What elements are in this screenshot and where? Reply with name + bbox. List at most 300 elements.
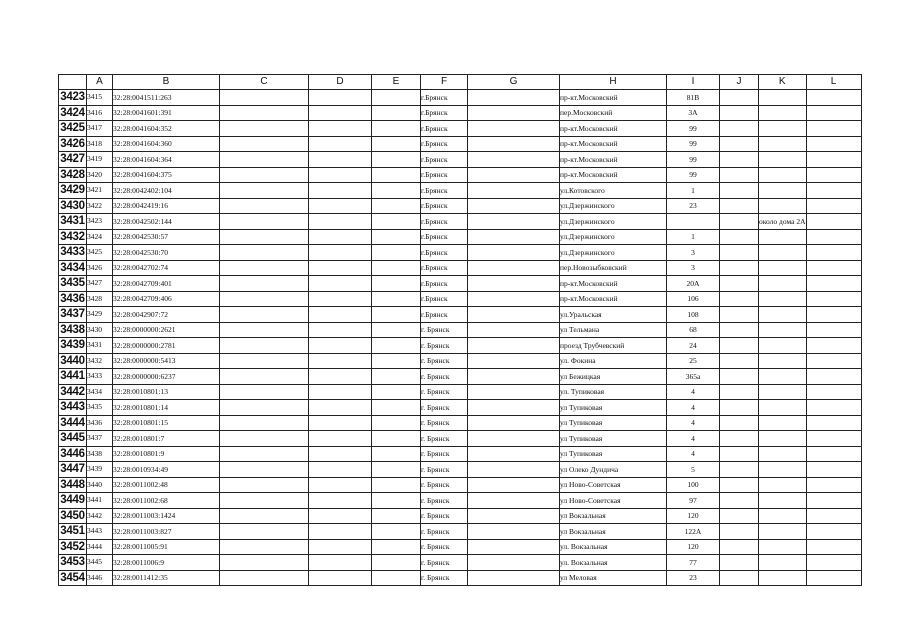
cell-a[interactable]: 3418 [87, 136, 113, 152]
cell-c[interactable] [220, 152, 309, 168]
row-header[interactable]: 3443 [60, 401, 85, 414]
cell-f[interactable]: г.Брянск [421, 183, 468, 199]
cell-g[interactable] [468, 183, 560, 199]
cell-i[interactable]: 23 [667, 570, 720, 586]
cell-h[interactable]: ул Тупиковая [560, 446, 667, 462]
cell-i[interactable]: 20А [667, 276, 720, 292]
cell-l[interactable] [806, 167, 861, 183]
cell-a[interactable]: 3428 [87, 291, 113, 307]
cell-c[interactable] [220, 539, 309, 555]
cell-i[interactable]: 77 [667, 555, 720, 571]
cell-e[interactable] [372, 291, 421, 307]
cell-e[interactable] [372, 400, 421, 416]
row-header[interactable]: 3438 [60, 323, 85, 336]
cell-h[interactable]: ул. Вокзальная [560, 555, 667, 571]
cell-g[interactable] [468, 431, 560, 447]
cell-d[interactable] [309, 524, 372, 540]
cell-e[interactable] [372, 570, 421, 586]
row-header[interactable]: 3448 [60, 478, 85, 491]
row-header[interactable]: 3427 [60, 153, 85, 166]
cell-c[interactable] [220, 338, 309, 354]
cell-b[interactable]: 32:28:0000000:2621 [113, 322, 220, 338]
cell-j[interactable] [720, 400, 759, 416]
row-header[interactable]: 3449 [60, 494, 85, 507]
cell-b[interactable]: 32:28:0041601:391 [113, 105, 220, 121]
cell-l[interactable] [806, 198, 861, 214]
cell-h[interactable]: пер.Московский [560, 105, 667, 121]
cell-e[interactable] [372, 353, 421, 369]
cell-l[interactable] [806, 508, 861, 524]
cell-c[interactable] [220, 322, 309, 338]
cell-b[interactable]: 32:28:0011002:48 [113, 477, 220, 493]
cell-i[interactable]: 106 [667, 291, 720, 307]
cell-j[interactable] [720, 260, 759, 276]
column-header-a[interactable]: A [87, 75, 113, 90]
cell-e[interactable] [372, 369, 421, 385]
cell-d[interactable] [309, 338, 372, 354]
cell-j[interactable] [720, 183, 759, 199]
cell-g[interactable] [468, 90, 560, 106]
cell-g[interactable] [468, 524, 560, 540]
column-header-g[interactable]: G [468, 75, 560, 90]
cell-h[interactable]: ул.Дзержинского [560, 214, 667, 230]
cell-j[interactable] [720, 462, 759, 478]
cell-l[interactable] [806, 121, 861, 137]
cell-k[interactable] [759, 229, 807, 245]
cell-e[interactable] [372, 477, 421, 493]
row-header[interactable]: 3434 [60, 261, 85, 274]
cell-c[interactable] [220, 493, 309, 509]
cell-j[interactable] [720, 307, 759, 323]
cell-f[interactable]: г. Брянск [421, 384, 468, 400]
cell-h[interactable]: пр-кт.Московский [560, 276, 667, 292]
cell-d[interactable] [309, 307, 372, 323]
cell-b[interactable]: 32:28:0010801:14 [113, 400, 220, 416]
row-header[interactable]: 3425 [60, 122, 85, 135]
cell-j[interactable] [720, 276, 759, 292]
cell-f[interactable]: г.Брянск [421, 136, 468, 152]
cell-j[interactable] [720, 524, 759, 540]
column-header-j[interactable]: J [720, 75, 759, 90]
cell-l[interactable] [806, 462, 861, 478]
column-header-d[interactable]: D [309, 75, 372, 90]
row-header[interactable]: 3439 [60, 339, 85, 352]
cell-b[interactable]: 32:28:0000000:2781 [113, 338, 220, 354]
cell-d[interactable] [309, 570, 372, 586]
cell-h[interactable]: ул.Дзержинского [560, 245, 667, 261]
cell-b[interactable]: 32:28:0042709:401 [113, 276, 220, 292]
cell-f[interactable]: г.Брянск [421, 276, 468, 292]
cell-k[interactable] [759, 338, 807, 354]
cell-f[interactable]: г.Брянск [421, 90, 468, 106]
cell-j[interactable] [720, 338, 759, 354]
cell-b[interactable]: 32:28:0041604:352 [113, 121, 220, 137]
cell-g[interactable] [468, 369, 560, 385]
cell-d[interactable] [309, 136, 372, 152]
cell-l[interactable] [806, 183, 861, 199]
cell-e[interactable] [372, 338, 421, 354]
cell-e[interactable] [372, 167, 421, 183]
cell-d[interactable] [309, 539, 372, 555]
cell-c[interactable] [220, 229, 309, 245]
cell-i[interactable]: 4 [667, 400, 720, 416]
cell-i[interactable]: 4 [667, 415, 720, 431]
cell-h[interactable]: проезд Трубчевский [560, 338, 667, 354]
cell-l[interactable] [806, 322, 861, 338]
cell-j[interactable] [720, 121, 759, 137]
cell-l[interactable] [806, 369, 861, 385]
cell-d[interactable] [309, 198, 372, 214]
cell-b[interactable]: 32:28:0011002:68 [113, 493, 220, 509]
cell-h[interactable]: ул. Тупиковая [560, 384, 667, 400]
cell-i[interactable]: 3А [667, 105, 720, 121]
cell-g[interactable] [468, 446, 560, 462]
cell-g[interactable] [468, 570, 560, 586]
cell-g[interactable] [468, 198, 560, 214]
cell-k[interactable] [759, 260, 807, 276]
row-header[interactable]: 3432 [60, 230, 85, 243]
cell-l[interactable] [806, 214, 861, 230]
cell-b[interactable]: 32:28:0042907:72 [113, 307, 220, 323]
cell-a[interactable]: 3436 [87, 415, 113, 431]
cell-f[interactable]: г.Брянск [421, 291, 468, 307]
cell-g[interactable] [468, 338, 560, 354]
cell-k[interactable] [759, 291, 807, 307]
cell-h[interactable]: пр-кт.Московский [560, 291, 667, 307]
cell-b[interactable]: 32:28:0042702:74 [113, 260, 220, 276]
cell-a[interactable]: 3443 [87, 524, 113, 540]
cell-d[interactable] [309, 384, 372, 400]
cell-b[interactable]: 32:28:0010934:49 [113, 462, 220, 478]
cell-f[interactable]: г.Брянск [421, 121, 468, 137]
cell-g[interactable] [468, 477, 560, 493]
cell-i[interactable]: 5 [667, 462, 720, 478]
cell-c[interactable] [220, 90, 309, 106]
cell-g[interactable] [468, 214, 560, 230]
cell-f[interactable]: г. Брянск [421, 415, 468, 431]
cell-l[interactable] [806, 493, 861, 509]
cell-d[interactable] [309, 369, 372, 385]
cell-l[interactable] [806, 570, 861, 586]
cell-l[interactable] [806, 384, 861, 400]
cell-a[interactable]: 3441 [87, 493, 113, 509]
cell-d[interactable] [309, 462, 372, 478]
cell-j[interactable] [720, 369, 759, 385]
cell-a[interactable]: 3425 [87, 245, 113, 261]
cell-a[interactable]: 3446 [87, 570, 113, 586]
cell-h[interactable]: ул. Вокзальная [560, 539, 667, 555]
cell-f[interactable]: г. Брянск [421, 353, 468, 369]
cell-h[interactable]: ул Вокзальная [560, 508, 667, 524]
row-header[interactable]: 3423 [60, 91, 85, 104]
cell-b[interactable]: 32:28:0011003:827 [113, 524, 220, 540]
cell-d[interactable] [309, 322, 372, 338]
cell-c[interactable] [220, 415, 309, 431]
cell-k[interactable] [759, 276, 807, 292]
cell-a[interactable]: 3429 [87, 307, 113, 323]
row-header[interactable]: 3454 [60, 571, 85, 584]
cell-j[interactable] [720, 198, 759, 214]
cell-l[interactable] [806, 291, 861, 307]
cell-c[interactable] [220, 214, 309, 230]
cell-a[interactable]: 3419 [87, 152, 113, 168]
cell-e[interactable] [372, 276, 421, 292]
cell-l[interactable] [806, 338, 861, 354]
cell-g[interactable] [468, 121, 560, 137]
cell-b[interactable]: 32:28:0042530:57 [113, 229, 220, 245]
cell-c[interactable] [220, 198, 309, 214]
cell-a[interactable]: 3426 [87, 260, 113, 276]
cell-k[interactable] [759, 167, 807, 183]
cell-a[interactable]: 3444 [87, 539, 113, 555]
cell-a[interactable]: 3437 [87, 431, 113, 447]
cell-b[interactable]: 32:28:0011006:9 [113, 555, 220, 571]
cell-h[interactable]: ул.Дзержинского [560, 198, 667, 214]
cell-d[interactable] [309, 353, 372, 369]
cell-d[interactable] [309, 121, 372, 137]
cell-k[interactable] [759, 400, 807, 416]
cell-j[interactable] [720, 431, 759, 447]
cell-e[interactable] [372, 462, 421, 478]
column-header-h[interactable]: H [560, 75, 667, 90]
cell-a[interactable]: 3423 [87, 214, 113, 230]
cell-j[interactable] [720, 105, 759, 121]
cell-f[interactable]: г. Брянск [421, 338, 468, 354]
cell-a[interactable]: 3421 [87, 183, 113, 199]
cell-b[interactable]: 32:28:0042419:16 [113, 198, 220, 214]
cell-k[interactable] [759, 570, 807, 586]
row-header[interactable]: 3431 [60, 215, 85, 228]
cell-c[interactable] [220, 105, 309, 121]
cell-a[interactable]: 3442 [87, 508, 113, 524]
cell-i[interactable]: 4 [667, 446, 720, 462]
cell-d[interactable] [309, 105, 372, 121]
cell-h[interactable]: ул Тупиковая [560, 400, 667, 416]
cell-c[interactable] [220, 183, 309, 199]
cell-l[interactable] [806, 136, 861, 152]
cell-f[interactable]: г. Брянск [421, 369, 468, 385]
cell-e[interactable] [372, 431, 421, 447]
row-header[interactable]: 3436 [60, 292, 85, 305]
cell-j[interactable] [720, 446, 759, 462]
row-header[interactable]: 3430 [60, 199, 85, 212]
cell-d[interactable] [309, 245, 372, 261]
cell-h[interactable]: ул.Дзержинского [560, 229, 667, 245]
cell-e[interactable] [372, 555, 421, 571]
cell-d[interactable] [309, 276, 372, 292]
cell-j[interactable] [720, 90, 759, 106]
cell-e[interactable] [372, 105, 421, 121]
cell-c[interactable] [220, 307, 309, 323]
cell-c[interactable] [220, 369, 309, 385]
cell-h[interactable]: ул Ново-Советская [560, 493, 667, 509]
cell-b[interactable]: 32:28:0042402:104 [113, 183, 220, 199]
cell-d[interactable] [309, 167, 372, 183]
cell-a[interactable]: 3434 [87, 384, 113, 400]
cell-g[interactable] [468, 291, 560, 307]
cell-e[interactable] [372, 214, 421, 230]
cell-e[interactable] [372, 524, 421, 540]
cell-j[interactable] [720, 508, 759, 524]
cell-i[interactable]: 99 [667, 152, 720, 168]
row-header[interactable]: 3435 [60, 277, 85, 290]
cell-k[interactable] [759, 152, 807, 168]
cell-k[interactable] [759, 369, 807, 385]
cell-b[interactable]: 32:28:0041604:364 [113, 152, 220, 168]
cell-d[interactable] [309, 152, 372, 168]
cell-l[interactable] [806, 555, 861, 571]
cell-k[interactable] [759, 446, 807, 462]
column-header-l[interactable]: L [806, 75, 861, 90]
cell-e[interactable] [372, 198, 421, 214]
cell-f[interactable]: г.Брянск [421, 214, 468, 230]
cell-g[interactable] [468, 539, 560, 555]
row-header[interactable]: 3433 [60, 246, 85, 259]
row-header[interactable]: 3445 [60, 432, 85, 445]
cell-g[interactable] [468, 276, 560, 292]
cell-i[interactable]: 120 [667, 539, 720, 555]
cell-g[interactable] [468, 508, 560, 524]
cell-j[interactable] [720, 136, 759, 152]
cell-i[interactable]: 4 [667, 431, 720, 447]
cell-d[interactable] [309, 260, 372, 276]
cell-b[interactable]: 32:28:0011003:1424 [113, 508, 220, 524]
cell-c[interactable] [220, 167, 309, 183]
cell-c[interactable] [220, 555, 309, 571]
row-header[interactable]: 3426 [60, 137, 85, 150]
cell-k[interactable] [759, 477, 807, 493]
row-header[interactable]: 3442 [60, 385, 85, 398]
row-header[interactable]: 3424 [60, 106, 85, 119]
cell-h[interactable]: ул.Котовского [560, 183, 667, 199]
cell-f[interactable]: г. Брянск [421, 462, 468, 478]
cell-g[interactable] [468, 493, 560, 509]
cell-l[interactable] [806, 276, 861, 292]
cell-e[interactable] [372, 307, 421, 323]
cell-a[interactable]: 3430 [87, 322, 113, 338]
cell-b[interactable]: 32:28:0000000:6237 [113, 369, 220, 385]
cell-i[interactable]: 1 [667, 183, 720, 199]
cell-a[interactable]: 3438 [87, 446, 113, 462]
cell-d[interactable] [309, 400, 372, 416]
cell-c[interactable] [220, 291, 309, 307]
cell-h[interactable]: пр-кт.Московский [560, 121, 667, 137]
column-header-k[interactable]: K [759, 75, 807, 90]
cell-e[interactable] [372, 415, 421, 431]
cell-k[interactable] [759, 105, 807, 121]
cell-e[interactable] [372, 121, 421, 137]
cell-a[interactable]: 3432 [87, 353, 113, 369]
row-header[interactable]: 3451 [60, 525, 85, 538]
cell-j[interactable] [720, 152, 759, 168]
row-header[interactable]: 3452 [60, 540, 85, 553]
cell-e[interactable] [372, 260, 421, 276]
cell-e[interactable] [372, 322, 421, 338]
cell-i[interactable]: 24 [667, 338, 720, 354]
cell-c[interactable] [220, 121, 309, 137]
cell-a[interactable]: 3440 [87, 477, 113, 493]
cell-h[interactable]: ул Бежицкая [560, 369, 667, 385]
cell-l[interactable] [806, 539, 861, 555]
cell-f[interactable]: г.Брянск [421, 260, 468, 276]
cell-i[interactable]: 97 [667, 493, 720, 509]
cell-g[interactable] [468, 322, 560, 338]
cell-l[interactable] [806, 105, 861, 121]
cell-c[interactable] [220, 245, 309, 261]
cell-d[interactable] [309, 90, 372, 106]
column-header-f[interactable]: F [421, 75, 468, 90]
cell-b[interactable]: 32:28:0010801:15 [113, 415, 220, 431]
cell-k[interactable] [759, 245, 807, 261]
cell-g[interactable] [468, 229, 560, 245]
cell-j[interactable] [720, 477, 759, 493]
cell-k[interactable] [759, 322, 807, 338]
cell-i[interactable]: 3 [667, 260, 720, 276]
cell-f[interactable]: г.Брянск [421, 152, 468, 168]
cell-a[interactable]: 3431 [87, 338, 113, 354]
cell-l[interactable] [806, 245, 861, 261]
cell-f[interactable]: г.Брянск [421, 198, 468, 214]
cell-l[interactable] [806, 260, 861, 276]
cell-g[interactable] [468, 400, 560, 416]
cell-b[interactable]: 32:28:0042709:406 [113, 291, 220, 307]
cell-g[interactable] [468, 384, 560, 400]
cell-a[interactable]: 3435 [87, 400, 113, 416]
cell-i[interactable] [667, 214, 720, 230]
cell-h[interactable]: пр-кт.Московский [560, 90, 667, 106]
cell-f[interactable]: г. Брянск [421, 539, 468, 555]
cell-k[interactable] [759, 524, 807, 540]
cell-f[interactable]: г.Брянск [421, 167, 468, 183]
cell-j[interactable] [720, 384, 759, 400]
cell-d[interactable] [309, 493, 372, 509]
cell-h[interactable]: ул. Фокина [560, 353, 667, 369]
cell-c[interactable] [220, 384, 309, 400]
cell-b[interactable]: 32:28:0010801:7 [113, 431, 220, 447]
cell-j[interactable] [720, 229, 759, 245]
column-header-c[interactable]: C [220, 75, 309, 90]
cell-h[interactable]: ул.Уральская [560, 307, 667, 323]
cell-h[interactable]: ул Ново-Советская [560, 477, 667, 493]
cell-l[interactable] [806, 229, 861, 245]
cell-k[interactable]: около дома 2А [759, 214, 807, 230]
cell-c[interactable] [220, 462, 309, 478]
cell-k[interactable] [759, 431, 807, 447]
column-header-b[interactable]: B [113, 75, 220, 90]
cell-a[interactable]: 3433 [87, 369, 113, 385]
cell-d[interactable] [309, 555, 372, 571]
row-header[interactable]: 3447 [60, 463, 85, 476]
cell-e[interactable] [372, 508, 421, 524]
cell-a[interactable]: 3439 [87, 462, 113, 478]
cell-d[interactable] [309, 508, 372, 524]
cell-e[interactable] [372, 493, 421, 509]
cell-e[interactable] [372, 446, 421, 462]
cell-j[interactable] [720, 353, 759, 369]
cell-b[interactable]: 32:28:0011005:91 [113, 539, 220, 555]
cell-a[interactable]: 3420 [87, 167, 113, 183]
cell-g[interactable] [468, 555, 560, 571]
cell-c[interactable] [220, 570, 309, 586]
cell-h[interactable]: пр-кт.Московский [560, 136, 667, 152]
cell-g[interactable] [468, 415, 560, 431]
cell-a[interactable]: 3422 [87, 198, 113, 214]
cell-i[interactable]: 120 [667, 508, 720, 524]
cell-f[interactable]: г. Брянск [421, 431, 468, 447]
cell-k[interactable] [759, 353, 807, 369]
corner-cell[interactable] [59, 75, 87, 90]
cell-i[interactable]: 3 [667, 245, 720, 261]
